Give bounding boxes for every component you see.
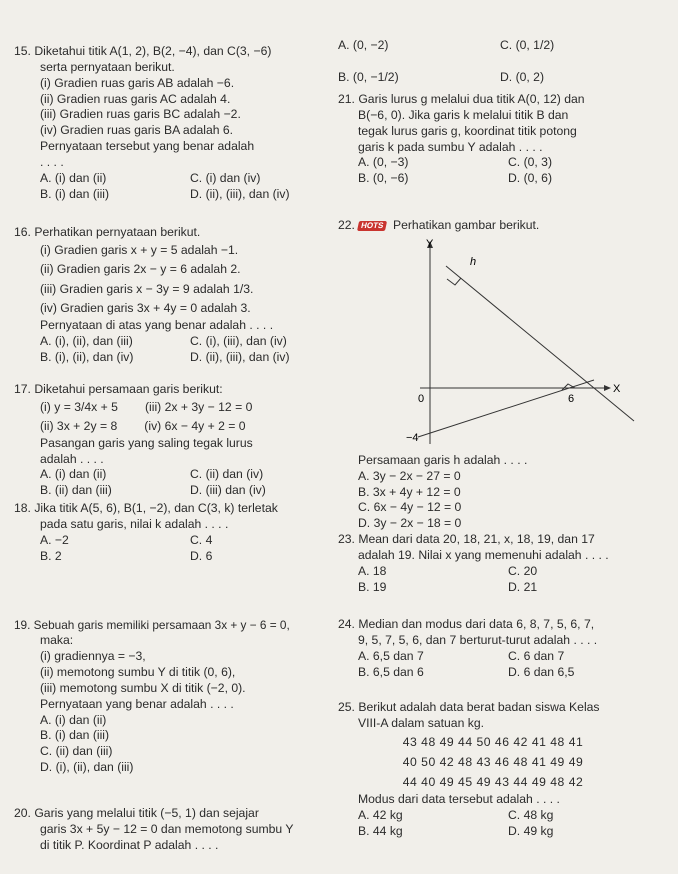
answer-option[interactable]: B. (i), (ii), dan (iv) — [40, 350, 134, 365]
answer-option[interactable]: B. (i) dan (iii) — [40, 186, 110, 201]
q17-line: adalah . . . . — [40, 451, 104, 466]
answer-option[interactable]: A. (i) dan (ii) — [40, 467, 107, 482]
q17-line: (ii) 3x + 2y = 8 (iv) 6x − 4y + 2 = 0 — [40, 418, 246, 433]
q24-line: 24. Median dan modus dari data 6, 8, 7, 5, 6, 7, — [338, 617, 595, 631]
right-angle-mark — [562, 384, 575, 390]
q15-line: 15. Diketahui titik A(1, 2), B(2, −4), dan C(3, −6) — [14, 44, 272, 58]
q15-line: (iii) Gradien ruas garis BC adalah −2. — [40, 107, 241, 122]
answer-option[interactable]: D. (ii), (iii), dan (iv) — [190, 350, 290, 365]
answer-option[interactable]: D. 21 — [508, 579, 538, 594]
data-row: 40 50 42 48 43 46 48 41 49 49 — [402, 754, 584, 769]
answer-option[interactable]: A. (i) dan (ii) — [40, 170, 107, 185]
x-axis-label: X — [613, 382, 621, 395]
q15-options — [14, 171, 336, 203]
q22-title: Perhatikan gambar berikut. — [392, 218, 540, 232]
q23-options — [338, 564, 668, 596]
q16-line: (iv) Gradien garis 3x + 4y = 0 adalah 3. — [40, 301, 251, 316]
answer-option[interactable]: C. (i), (iii), dan (iv) — [190, 334, 287, 349]
answer-option[interactable]: C. (i) dan (iv) — [190, 170, 261, 185]
q20-line: 20. Garis yang melalui titik (−5, 1) dan sejajar — [14, 806, 259, 820]
question-25 — [338, 700, 668, 840]
answer-option[interactable]: C. 48 kg — [508, 807, 554, 822]
data-row: 43 48 49 44 50 46 42 41 48 41 — [402, 734, 584, 749]
q21-line: B(−6, 0). Jika garis k melalui titik B dan — [358, 107, 569, 122]
answer-option[interactable]: D. (ii), (iii), dan (iv) — [190, 186, 290, 201]
line-through-intercepts — [418, 380, 594, 437]
q16-line: 16. Perhatikan pernyataan berikut. — [14, 225, 201, 239]
q22-question: Persamaan garis h adalah . . . . — [358, 452, 528, 467]
answer-option[interactable]: A. (0, −2) — [338, 38, 389, 52]
answer-option[interactable]: C. 6x − 4y − 12 = 0 — [358, 500, 462, 515]
q19-line: (iii) memotong sumbu X di titik (−2, 0). — [40, 680, 246, 695]
q16-line: (i) Gradien garis x + y = 5 adalah −1. — [40, 242, 239, 257]
line-h-label: h — [470, 255, 477, 268]
question-23 — [338, 532, 668, 595]
q20-line: di titik P. Koordinat P adalah . . . . — [40, 837, 219, 852]
q19-line: (ii) memotong sumbu Y di titik (0, 6), — [40, 665, 236, 680]
q18-line: pada satu garis, nilai k adalah . . . . — [40, 516, 229, 531]
q24-line: 9, 5, 7, 5, 6, dan 7 berturut-turut adalah . . . . — [358, 632, 598, 647]
q23-line: adalah 19. Nilai x yang memenuhi adalah . . . . — [358, 547, 609, 562]
q15-line: (iv) Gradien ruas garis BA adalah 6. — [40, 123, 234, 138]
q19-line: maka: — [40, 633, 74, 648]
right-angle-mark — [447, 278, 461, 285]
q22-title-row — [338, 218, 668, 234]
data-row: 44 40 49 45 49 43 44 49 48 42 — [402, 774, 584, 789]
question-15 — [14, 44, 336, 203]
answer-option[interactable]: D. 49 kg — [508, 823, 554, 838]
q21-line: tegak lurus garis g, koordinat titik potong — [358, 123, 577, 138]
question-20 — [14, 806, 336, 854]
q15-line: . . . . — [40, 155, 64, 170]
q25-line: 25. Berikut adalah data berat badan siswa Kelas — [338, 700, 600, 714]
q21-line: garis k pada sumbu Y adalah . . . . — [358, 139, 543, 154]
question-16 — [14, 225, 336, 366]
q19-line: (i) gradiennya = −3, — [40, 649, 146, 664]
question-22 — [338, 218, 668, 532]
answer-option[interactable]: D. 6 — [190, 548, 213, 563]
line-h-graph — [338, 236, 668, 451]
answer-option[interactable]: C. 20 — [508, 563, 538, 578]
x-tick-label: 6 — [568, 392, 575, 405]
answer-option[interactable]: A. (i), (ii), dan (iii) — [40, 334, 133, 349]
answer-option[interactable]: C. (ii) dan (iv) — [190, 467, 264, 482]
q16-line: (iii) Gradien garis x − 3y = 9 adalah 1/3. — [40, 281, 254, 296]
origin-label: 0 — [418, 392, 425, 405]
q17-line: 17. Diketahui persamaan garis berikut: — [14, 382, 223, 396]
q21-line: 21. Garis lurus g melalui dua titik A(0, 12) dan — [338, 92, 585, 106]
question-20-options — [338, 30, 668, 94]
q15-line: (ii) Gradien ruas garis AC adalah 4. — [40, 91, 231, 106]
answer-option[interactable]: B. (0, −1/2) — [338, 70, 399, 84]
question-18 — [14, 501, 336, 564]
q18-line: 18. Jika titik A(5, 6), B(1, −2), dan C(3, k) terletak — [14, 501, 278, 515]
answer-option[interactable]: C. 4 — [190, 532, 213, 547]
q19-line: Pernyataan yang benar adalah . . . . — [40, 696, 234, 711]
q25-question: Modus dari data tersebut adalah . . . . — [358, 792, 560, 807]
answer-option[interactable]: D. (0, 6) — [508, 171, 553, 186]
x-axis-arrow — [604, 385, 611, 391]
answer-option[interactable]: B. 44 kg — [358, 823, 403, 838]
q16-line: Pernyataan di atas yang benar adalah . . . . — [40, 318, 274, 333]
q22-number: 22. — [338, 218, 355, 232]
answer-option[interactable]: D. (iii) dan (iv) — [190, 483, 266, 498]
q15-line: serta pernyataan berikut. — [40, 59, 175, 74]
answer-option[interactable]: A. 6,5 dan 7 — [358, 648, 424, 663]
answer-option[interactable]: A. (i) dan (ii) — [40, 712, 107, 727]
q15-line: (i) Gradien ruas garis AB adalah −6. — [40, 75, 235, 90]
q25-line: VIII-A dalam satuan kg. — [358, 715, 485, 730]
answer-option[interactable]: B. 19 — [358, 579, 387, 594]
answer-option[interactable]: B. 2 — [40, 548, 62, 563]
q18-options — [14, 533, 336, 565]
answer-option[interactable]: D. (i), (ii), dan (iii) — [40, 760, 134, 775]
question-19 — [14, 618, 336, 776]
y-axis-label: Y — [426, 237, 434, 250]
answer-option[interactable]: D. 6 dan 6,5 — [508, 664, 575, 679]
answer-option[interactable]: A. 18 — [358, 563, 387, 578]
answer-option[interactable]: C. 6 dan 7 — [508, 648, 565, 663]
q20-line: garis 3x + 5y − 12 = 0 dan memotong sumbu Y — [40, 821, 294, 836]
q23-line: 23. Mean dari data 20, 18, 21, x, 18, 19, dan 17 — [338, 532, 595, 546]
q15-line: Pernyataan tersebut yang benar adalah — [40, 139, 255, 154]
question-21 — [338, 92, 668, 187]
y-tick-label: −4 — [406, 431, 419, 444]
answer-option[interactable]: B. 3x + 4y + 12 = 0 — [358, 484, 461, 499]
q21-options — [338, 155, 668, 187]
answer-option[interactable]: A. −2 — [40, 532, 69, 547]
answer-option[interactable]: A. 3y − 2x − 27 = 0 — [358, 468, 461, 483]
q17-line: (i) y = 3/4x + 5 (iii) 2x + 3y − 12 = 0 — [40, 399, 253, 414]
q19-line: 19. Sebuah garis memiliki persamaan 3x + y − 6 = 0, — [14, 618, 290, 632]
q20-options — [338, 30, 668, 94]
answer-option[interactable]: C. (0, 3) — [508, 155, 553, 170]
answer-option[interactable]: B. (0, −6) — [358, 171, 409, 186]
answer-option[interactable]: B. 6,5 dan 6 — [358, 664, 424, 679]
q16-options — [14, 334, 336, 366]
q24-options — [338, 649, 668, 681]
q17-options — [14, 467, 336, 499]
question-17 — [14, 382, 336, 499]
answer-option[interactable]: D. (0, 2) — [500, 70, 545, 84]
hots-badge: HOTS — [357, 221, 387, 231]
q17-line: Pasangan garis yang saling tegak lurus — [40, 435, 253, 450]
q16-line: (ii) Gradien garis 2x − y = 6 adalah 2. — [40, 261, 241, 276]
q25-options — [338, 808, 668, 840]
answer-option[interactable]: B. (i) dan (iii) — [40, 728, 110, 743]
answer-option[interactable]: C. (ii) dan (iii) — [40, 744, 113, 759]
answer-option[interactable]: B. (ii) dan (iii) — [40, 483, 112, 498]
question-24 — [338, 617, 668, 680]
answer-option[interactable]: C. (0, 1/2) — [500, 38, 555, 52]
answer-option[interactable]: A. 42 kg — [358, 807, 403, 822]
answer-option[interactable]: D. 3y − 2x − 18 = 0 — [358, 516, 462, 531]
answer-option[interactable]: A. (0, −3) — [358, 155, 409, 170]
